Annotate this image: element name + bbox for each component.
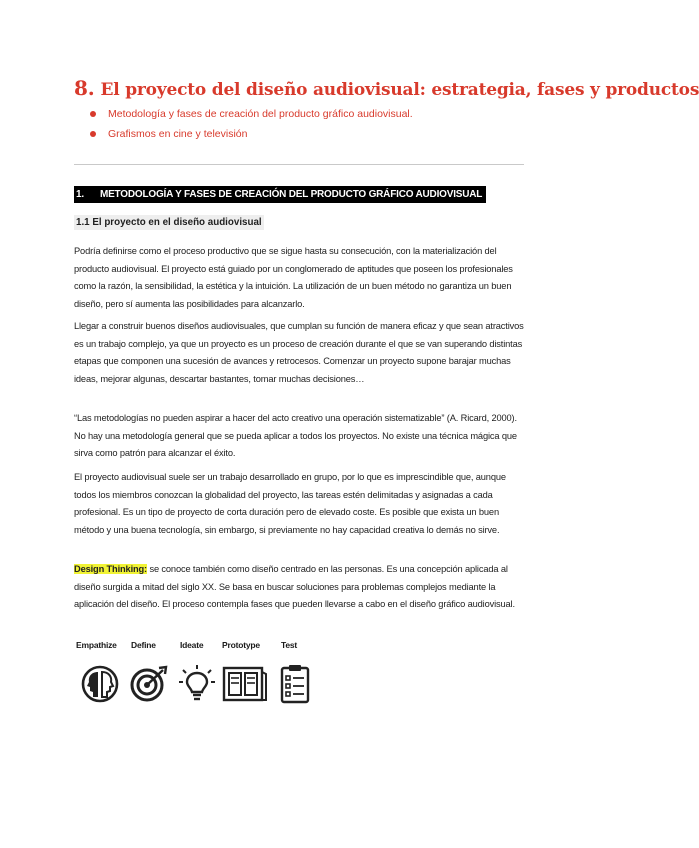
body-paragraph: Podría definirse como el proceso productivo que se sigue hasta su consecución, con la materialización del producto audiovisual. El proyecto está guiado por un conglomerado de aptitudes que poseen los profesionales como la razón, la sensibilidad, la estética y la intuición. La utilización de un buen método no garantiza un buen diseño, pero sí aumenta las posibilidades para alcanzarlo. bbox=[74, 246, 513, 309]
chapter-title bbox=[74, 76, 699, 100]
phase-label-define: Define bbox=[131, 640, 156, 650]
checklist-icon bbox=[278, 664, 314, 706]
phase-label-ideate: Ideate bbox=[180, 640, 204, 650]
layout-sheet-icon bbox=[222, 664, 268, 704]
two-heads-icon bbox=[78, 664, 122, 704]
body-paragraph: Llegar a construir buenos diseños audiovisuales, que cumplan su función de manera eficaz y que sean atractivos es un trabajo complejo, ya que un proyecto es un proceso de creación durante el que se van superando distintas etapas que componen una sucesión de avances y retrocesos. Comenzar un proyecto supone barajar muchas ideas, mejorar algunas, descartar bastantes, tomar muchas decisiones… bbox=[74, 321, 524, 384]
chapter-title-text: El proyecto del diseño audiovisual: estrategia, fases y productos bbox=[100, 80, 699, 100]
horizontal-divider bbox=[74, 164, 524, 165]
design-thinking-paragraph bbox=[74, 561, 529, 614]
chapter-bullet-item bbox=[90, 124, 413, 144]
chapter-bullet-list bbox=[90, 104, 413, 144]
design-thinking-term: Design Thinking: bbox=[74, 564, 148, 574]
chapter-bullet-item bbox=[90, 104, 413, 124]
section-number: 1. bbox=[76, 189, 84, 200]
target-icon bbox=[129, 664, 169, 704]
lightbulb-icon bbox=[177, 664, 217, 704]
design-thinking-phases-figure bbox=[74, 640, 310, 714]
chapter-bullet-text: Metodología y fases de creación del producto gráfico audiovisual. bbox=[108, 108, 413, 120]
section-title: METODOLOGÍA Y FASES DE CREACIÓN DEL PRODUCTO GRÁFICO AUDIOVISUAL bbox=[99, 189, 483, 200]
subsection-heading: 1.1 El proyecto en el diseño audiovisual bbox=[76, 217, 262, 228]
chapter-number: 8. bbox=[74, 76, 95, 100]
chapter-bullet-text: Grafismos en cine y televisión bbox=[108, 128, 248, 140]
body-paragraph: “Las metodologías no pueden aspirar a hacer del acto creativo una operación sistematizable” (A. Ricard, 2000). No hay una metodología general que se pueda aplicar a todos los proyectos. No existe una técnica mágica que sirva como patrón para alcanzar el éxito. bbox=[74, 413, 517, 459]
phase-label-empathize: Empathize bbox=[76, 640, 117, 650]
bullet-dot-icon bbox=[90, 131, 96, 137]
phase-label-prototype: Prototype bbox=[222, 640, 260, 650]
bullet-dot-icon bbox=[90, 111, 96, 117]
design-thinking-text: se conoce también como diseño centrado en las personas. Es una concepción aplicada al diseño surgida a mitad del siglo XX. Se basa en buscar soluciones para problemas complejos mediante la aplicación del diseño. El proceso contempla fases que pueden llevarse a cabo en el diseño gráfico audiovisual. bbox=[74, 564, 515, 610]
phase-label-test: Test bbox=[281, 640, 298, 650]
section-heading bbox=[74, 186, 486, 203]
body-paragraph: El proyecto audiovisual suele ser un trabajo desarrollado en grupo, por lo que es imprescindible que, aunque todos los miembros conozcan la globalidad del proyecto, las tareas estén delimitadas y asignadas a cada profesional. Es un tipo de proyecto de corta duración pero de elevado coste. Es posible que exista un buen método y una buena tecnología, sin embargo, si previamente no hay capacidad creativa lo demás no sirve. bbox=[74, 472, 506, 535]
